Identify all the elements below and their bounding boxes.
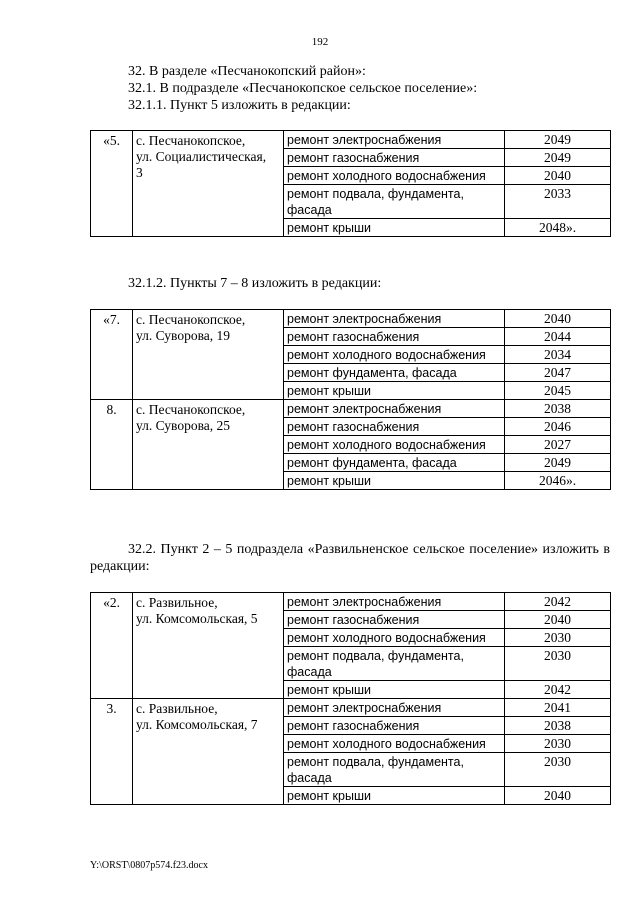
year-cell: 2049 bbox=[505, 149, 611, 167]
year-cell: 2047 bbox=[505, 364, 611, 382]
year-cell: 2040 bbox=[505, 167, 611, 185]
address-line: с. Развильное, bbox=[136, 595, 218, 610]
address-line: ул. Суворова, 19 bbox=[136, 328, 231, 343]
work-type-line: ремонт подвала, фундамента, bbox=[287, 755, 464, 769]
year-cell: 2040 bbox=[505, 310, 611, 328]
address-cell bbox=[133, 400, 284, 490]
work-type-cell bbox=[284, 717, 505, 735]
year-cell: 2049 bbox=[505, 454, 611, 472]
work-type-cell bbox=[284, 699, 505, 717]
work-type-line: ремонт газоснабжения bbox=[287, 719, 420, 733]
item-number: 3. bbox=[91, 699, 133, 805]
work-type-cell bbox=[284, 436, 505, 454]
work-type-line: ремонт электроснабжения bbox=[287, 402, 442, 416]
work-type-line: ремонт холодного водоснабжения bbox=[287, 169, 486, 183]
address-line: с. Песчанокопское, bbox=[136, 312, 246, 327]
work-type-line: ремонт электроснабжения bbox=[287, 595, 442, 609]
table-row bbox=[91, 400, 611, 418]
section-32-1-1-heading: 32.1.1. Пункт 5 изложить в редакции: bbox=[128, 98, 351, 113]
table-row bbox=[91, 699, 611, 717]
work-type-cell bbox=[284, 629, 505, 647]
work-type-line: фасада bbox=[287, 203, 332, 217]
work-type-cell bbox=[284, 346, 505, 364]
work-type-line: ремонт подвала, фундамента, bbox=[287, 187, 464, 201]
work-type-cell bbox=[284, 149, 505, 167]
address-line: 3 bbox=[136, 165, 143, 180]
work-type-line: ремонт крыши bbox=[287, 384, 371, 398]
work-type-cell bbox=[284, 219, 505, 237]
item-number: «2. bbox=[91, 593, 133, 699]
year-cell: 2038 bbox=[505, 717, 611, 735]
work-type-line: ремонт холодного водоснабжения bbox=[287, 348, 486, 362]
table-row bbox=[91, 593, 611, 611]
address-cell bbox=[133, 131, 284, 237]
work-type-cell bbox=[284, 131, 505, 149]
year-cell: 2045 bbox=[505, 382, 611, 400]
year-cell: 2034 bbox=[505, 346, 611, 364]
table-row bbox=[91, 310, 611, 328]
year-cell: 2049 bbox=[505, 131, 611, 149]
work-type-cell bbox=[284, 593, 505, 611]
year-cell: 2027 bbox=[505, 436, 611, 454]
work-type-line: ремонт холодного водоснабжения bbox=[287, 631, 486, 645]
work-type-line: ремонт фундамента, фасада bbox=[287, 456, 457, 470]
section-32-heading: 32. В разделе «Песчанокопский район»: bbox=[128, 64, 366, 79]
work-type-line: ремонт подвала, фундамента, bbox=[287, 649, 464, 663]
work-type-line: ремонт газоснабжения bbox=[287, 151, 420, 165]
work-type-cell bbox=[284, 364, 505, 382]
section-32-1-heading: 32.1. В подразделе «Песчанокопское сельское поселение»: bbox=[128, 81, 478, 96]
work-type-line: ремонт холодного водоснабжения bbox=[287, 438, 486, 452]
address-line: ул. Суворова, 25 bbox=[136, 418, 231, 433]
year-cell: 2046». bbox=[505, 472, 611, 490]
page-number: 192 bbox=[311, 36, 329, 48]
work-type-cell bbox=[284, 681, 505, 699]
year-cell: 2040 bbox=[505, 611, 611, 629]
work-type-line: ремонт электроснабжения bbox=[287, 312, 442, 326]
work-type-cell bbox=[284, 328, 505, 346]
table-punkt-5 bbox=[90, 130, 611, 237]
address-line: с. Развильное, bbox=[136, 701, 218, 716]
work-type-line: ремонт крыши bbox=[287, 474, 371, 488]
year-cell: 2044 bbox=[505, 328, 611, 346]
section-32-2-paragraph: 32.2. Пункт 2 – 5 подраздела «Развильненское сельское поселение» изложить в редакции: bbox=[90, 542, 610, 574]
address-cell bbox=[133, 593, 284, 699]
year-cell: 2038 bbox=[505, 400, 611, 418]
work-type-cell bbox=[284, 472, 505, 490]
table-punkty-7-8 bbox=[90, 309, 611, 490]
year-cell: 2042 bbox=[505, 681, 611, 699]
work-type-cell bbox=[284, 735, 505, 753]
section-32-1-2-heading: 32.1.2. Пункты 7 – 8 изложить в редакции: bbox=[128, 276, 382, 291]
address-line: ул. Комсомольская, 5 bbox=[136, 611, 258, 626]
work-type-cell bbox=[284, 310, 505, 328]
work-type-line: ремонт электроснабжения bbox=[287, 133, 442, 147]
work-type-cell bbox=[284, 185, 505, 219]
year-cell: 2046 bbox=[505, 418, 611, 436]
work-type-cell bbox=[284, 787, 505, 805]
year-cell: 2030 bbox=[505, 629, 611, 647]
work-type-line: ремонт крыши bbox=[287, 221, 371, 235]
work-type-cell bbox=[284, 647, 505, 681]
work-type-line: ремонт газоснабжения bbox=[287, 330, 420, 344]
address-line: с. Песчанокопское, bbox=[136, 133, 246, 148]
year-cell: 2041 bbox=[505, 699, 611, 717]
work-type-line: ремонт крыши bbox=[287, 789, 371, 803]
year-cell: 2048». bbox=[505, 219, 611, 237]
work-type-line: ремонт крыши bbox=[287, 683, 371, 697]
work-type-line: фасада bbox=[287, 771, 332, 785]
address-cell bbox=[133, 699, 284, 805]
work-type-cell bbox=[284, 454, 505, 472]
year-cell: 2042 bbox=[505, 593, 611, 611]
item-number: «5. bbox=[91, 131, 133, 237]
address-line: ул. Комсомольская, 7 bbox=[136, 717, 258, 732]
work-type-line: ремонт газоснабжения bbox=[287, 420, 420, 434]
work-type-line: фасада bbox=[287, 665, 332, 679]
work-type-line: ремонт фундамента, фасада bbox=[287, 366, 457, 380]
work-type-cell bbox=[284, 418, 505, 436]
work-type-cell bbox=[284, 753, 505, 787]
year-cell: 2030 bbox=[505, 647, 611, 681]
work-type-line: ремонт электроснабжения bbox=[287, 701, 442, 715]
work-type-cell bbox=[284, 167, 505, 185]
work-type-cell bbox=[284, 611, 505, 629]
work-type-line: ремонт газоснабжения bbox=[287, 613, 420, 627]
year-cell: 2033 bbox=[505, 185, 611, 219]
year-cell: 2040 bbox=[505, 787, 611, 805]
table-punkty-2-5 bbox=[90, 592, 611, 805]
work-type-cell bbox=[284, 382, 505, 400]
table-row bbox=[91, 131, 611, 149]
work-type-line: ремонт холодного водоснабжения bbox=[287, 737, 486, 751]
item-number: «7. bbox=[91, 310, 133, 400]
year-cell: 2030 bbox=[505, 753, 611, 787]
address-line: с. Песчанокопское, bbox=[136, 402, 246, 417]
address-cell bbox=[133, 310, 284, 400]
work-type-cell bbox=[284, 400, 505, 418]
footer-file-path: Y:\ORST\0807p574.f23.docx bbox=[90, 860, 208, 871]
item-number: 8. bbox=[91, 400, 133, 490]
address-line: ул. Социалистическая, bbox=[136, 149, 267, 164]
year-cell: 2030 bbox=[505, 735, 611, 753]
